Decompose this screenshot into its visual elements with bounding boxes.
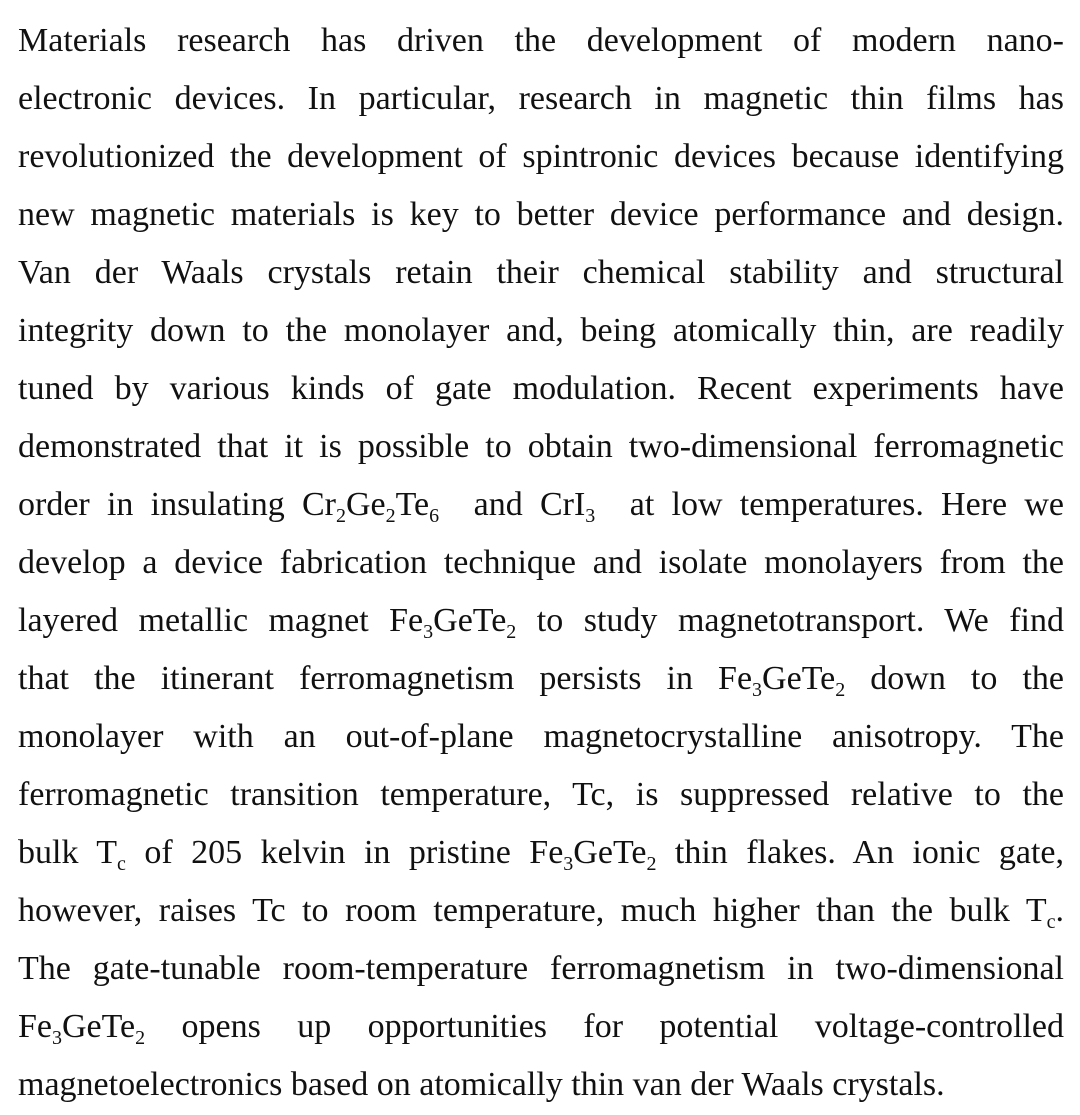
- line-text: GeTe: [62, 1008, 136, 1045]
- subscript: 3: [752, 679, 763, 701]
- abstract-line: Van der Waals crystals retain their chemical stability and structural: [18, 254, 1064, 291]
- line-text: opens up opportunities for potential voltage-controlled: [145, 1008, 1064, 1045]
- abstract-line: The gate-tunable room-temperature ferromagnetism in two-dimensional: [18, 950, 1064, 987]
- abstract-line: Materials research has driven the development of modern nano-: [18, 22, 1064, 59]
- abstract-line: demonstrated that it is possible to obtain two-dimensional ferromagnetic: [18, 428, 1064, 465]
- line-text: Te: [395, 486, 430, 523]
- line-text: that the itinerant ferromagnetism persists in Fe: [18, 660, 753, 697]
- line-text: of 205 kelvin in pristine Fe: [125, 834, 564, 871]
- abstract-line: electronic devices. In particular, research in magnetic thin films has: [18, 80, 1064, 117]
- subscript: 3: [563, 853, 574, 875]
- abstract-line-formula: [18, 998, 1064, 1056]
- line-text: Ge: [346, 486, 386, 523]
- line-text: thin flakes. An ionic gate,: [656, 834, 1064, 871]
- line-text: to study magnetotransport. We find: [516, 602, 1065, 639]
- line-text: layered metallic magnet Fe: [18, 602, 424, 639]
- line-text: down to the: [845, 660, 1064, 697]
- abstract-line: tuned by various kinds of gate modulation. Recent experiments have: [18, 370, 1064, 407]
- line-text: at low temperatures. Here we: [595, 486, 1064, 523]
- subscript: 3: [52, 1027, 62, 1049]
- line-text: GeTe: [762, 660, 836, 697]
- subscript: 2: [646, 853, 657, 875]
- line-text: order in insulating Cr: [18, 486, 336, 523]
- subscript: 2: [835, 679, 846, 701]
- abstract-line-formula: [18, 824, 1064, 882]
- abstract-line: integrity down to the monolayer and, being atomically thin, are readily: [18, 312, 1064, 349]
- subscript: 3: [585, 505, 596, 527]
- line-text: however, raises Tc to room temperature, much higher than the bulk T: [18, 892, 1047, 929]
- subscript: 6: [429, 505, 440, 527]
- abstract-line: magnetoelectronics based on atomically thin van der Waals crystals.: [18, 1066, 945, 1103]
- subscript: 2: [385, 505, 396, 527]
- subscript: 2: [506, 621, 517, 643]
- abstract-line-formula: [18, 650, 1064, 708]
- abstract-line: monolayer with an out-of-plane magnetocrystalline anisotropy. The: [18, 718, 1064, 755]
- abstract-line-formula: [18, 592, 1064, 650]
- line-text: GeTe: [573, 834, 647, 871]
- line-text: .: [1055, 892, 1064, 929]
- line-text: and CrI: [439, 486, 586, 523]
- abstract-line: ferromagnetic transition temperature, Tc, is suppressed relative to the: [18, 776, 1064, 813]
- abstract-line: revolutionized the development of spintronic devices because identifying: [18, 138, 1064, 175]
- abstract-line: new magnetic materials is key to better device performance and design.: [18, 196, 1064, 233]
- subscript: 3: [423, 621, 434, 643]
- abstract-line: develop a device fabrication technique and isolate monolayers from the: [18, 544, 1064, 581]
- abstract-line-formula: [18, 882, 1064, 940]
- abstract-paragraph: [18, 12, 1064, 1114]
- subscript: c: [117, 853, 126, 875]
- abstract-line-formula: [18, 476, 1064, 534]
- line-text: bulk T: [18, 834, 118, 871]
- subscript: c: [1046, 911, 1056, 933]
- line-text: Fe: [18, 1008, 52, 1045]
- subscript: 2: [336, 505, 346, 527]
- subscript: 2: [135, 1027, 146, 1049]
- line-text: GeTe: [433, 602, 507, 639]
